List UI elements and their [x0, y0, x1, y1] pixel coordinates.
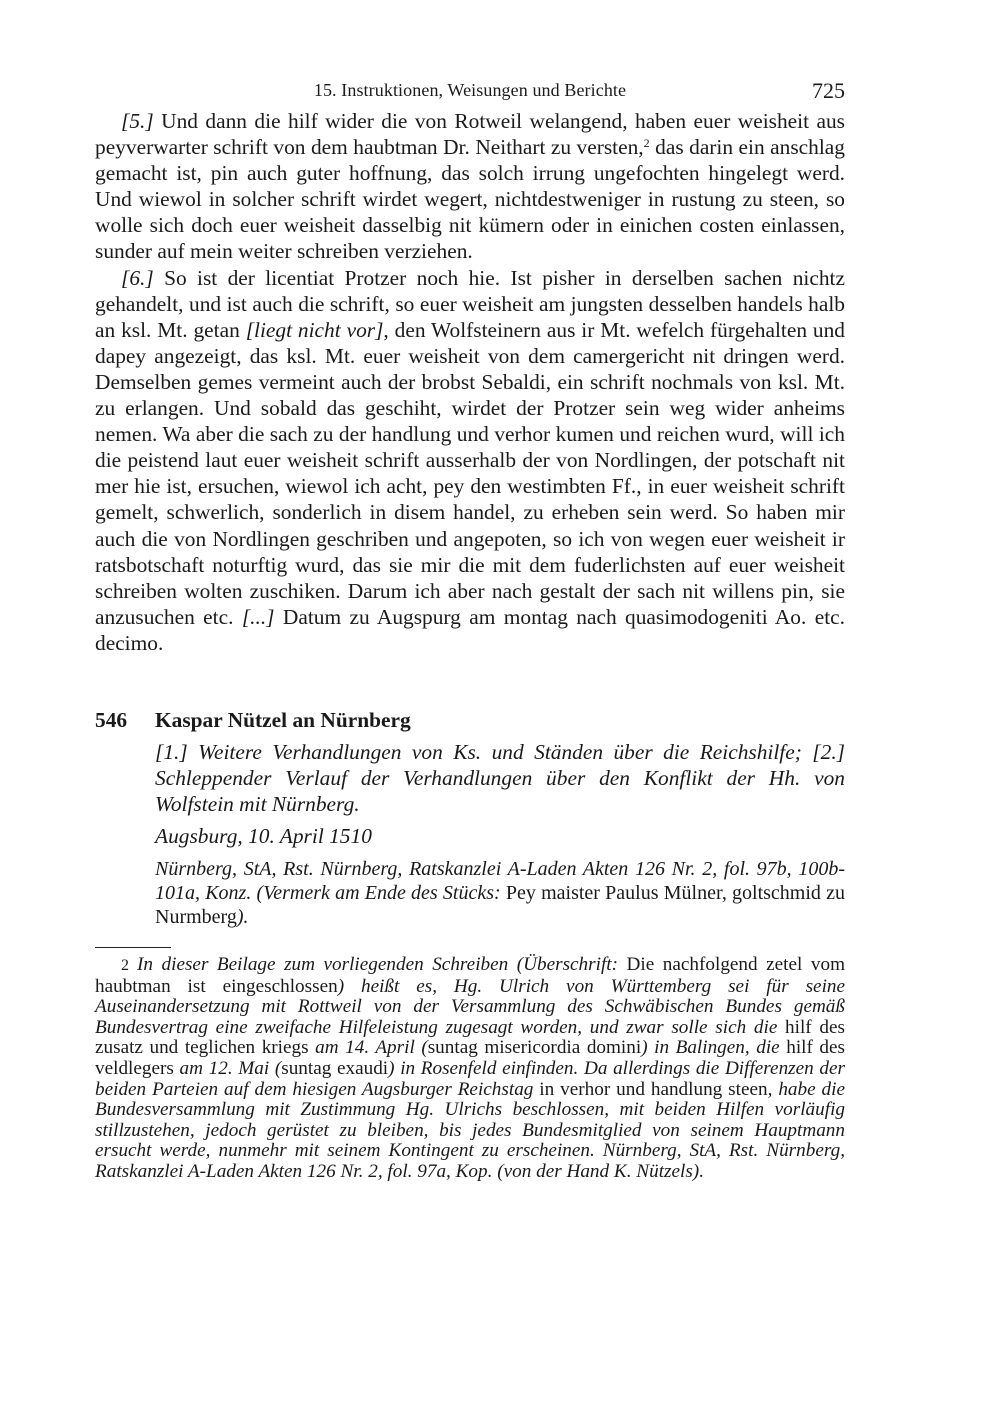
- paragraph-text: Und dann die hilf wider die von Rotweil welangend, haben euer weisheit aus peyverwarter schrift von dem haubtman Dr. Neithart zu versten,: [95, 109, 845, 160]
- section-label: [5.]: [121, 109, 154, 133]
- footnote-text: am 12. Mai (: [179, 1057, 282, 1079]
- section-label: [6.]: [121, 265, 154, 290]
- document-header-block: [155, 739, 845, 929]
- footnote-quote: in verhor und handlung steen: [533, 1078, 768, 1100]
- document-title: Kaspar Nützel an Nürnberg: [155, 707, 411, 732]
- paragraph-text: das darin ein anschlag gemacht ist, pin auch guter hoffnung, das solch irrung ungefochten hingelegt werd. Und wiewol in solcher schrift wirdet wegert, nichtdestweniger in rustung zu steen, so wolle sich doch euer weisheit dasselbig nit kümern oder in einichen costen einlassen, sunder auf mein weiter schreiben verziehen.: [95, 135, 845, 264]
- paragraph-text: , den Wolfsteinern aus ir Mt. wefelch fürgehalten und dapey angezeigt, das ksl. Mt. euer weisheit von dem camergericht nit dringen werd. Demselben gemes vermeint auch der brobst Sebaldi, ein schrift nochmals von ksl. Mt. zu erlangen. Und sobald das geschiht, wirdet der Protzer sein weg wider anheims nemen. Wa aber die sach zu der handlung und verhor kumen und reichen wurd, will ich die peistend laut euer weisheit schrift ausserhalb der von Nordlingen, der potschaft nit mer hie ist, ersuchen, wiewol ich acht, pey den westimbten Ff., in euer weisheit schrift gemelt, schwerlich, sonderlich in disem handel, zu erheben sein werd. So haben mir auch die von Nordlingen geschriben und angepoten, so ich von wegen euer weisheit ir ratsbotschaft noturftig wurd, das sie mir die mit dem fuderlichsten auf euer weisheit schreiben wolten zuschiken. Darum ich aber nach gestalt der sach nit willens pin, sie anzusuchen etc.: [95, 317, 845, 629]
- paragraph-text: So ist der licentiat Protzer noch hie. Ist pisher in derselben sachen nichtz gehandelt, und ist auch die schrift, so euer weisheit am jungsten desselben handels halb an ksl. Mt. getan: [95, 265, 845, 342]
- footnote-quote: suntag exaudi: [281, 1057, 389, 1079]
- footnote-text: am 14. April (: [315, 1037, 428, 1059]
- footnote-quote: Die nachfolgend zetel vom haubtman ist eingeschlossen: [95, 953, 845, 997]
- page: [95, 78, 845, 1183]
- paragraph-5: [95, 108, 845, 265]
- footnote-divider: [95, 947, 171, 948]
- source-text: Nürnberg, StA, Rst. Nürnberg, Ratskanzlei A-Laden Akten 126 Nr. 2, fol. 97b, 100b-101a, Konz. (Vermerk am Ende des Stücks:: [155, 857, 845, 904]
- document-number: 546: [95, 707, 128, 732]
- editorial-note: [liegt nicht vor]: [245, 317, 384, 342]
- footnote-quote: suntag misericordia domini: [427, 1037, 642, 1059]
- place-date: Augsburg, 10. April 1510: [155, 823, 372, 848]
- source-text: ).: [236, 905, 249, 928]
- footnote-text: In dieser Beilage zum vorliegenden Schreiben (Überschrift:: [137, 953, 619, 975]
- page-number: 725: [812, 78, 845, 103]
- source-quote: Pey maister Paulus Mülner, goltschmid zu Nurmberg: [155, 881, 846, 928]
- footnote-text: ) in Rosenfeld einfinden. Da allerdings die Differenzen der beiden Parteien auf dem hiesigen Augsburger Reichstag: [95, 1057, 845, 1100]
- footnote-2: [95, 955, 845, 1183]
- footnote-text: ) in Balingen, die: [641, 1037, 780, 1059]
- running-head: [95, 78, 845, 108]
- omission-mark: [...]: [241, 604, 275, 629]
- source-note: [155, 857, 845, 929]
- running-title: 15. Instruktionen, Weisungen und Berichte: [313, 80, 627, 100]
- document-heading: [95, 707, 845, 733]
- footnote-quote: hilf des zusatz und teglichen kriegs: [95, 1016, 845, 1059]
- paragraph-6: [95, 265, 845, 656]
- footnote-reference[interactable]: 2: [643, 136, 650, 151]
- regest: [1.] Weitere Verhandlungen von Ks. und Ständen über die Reichshilfe; [2.] Schleppender Verlauf der Verhandlungen über den Konflikt der Hh. von Wolfstein mit Nürnberg.: [155, 739, 845, 816]
- footnote-quote: hilf des veldlegers: [95, 1037, 845, 1079]
- paragraph-text: Datum zu Augspurg am montag nach quasimodogeniti Ao. etc. decimo.: [95, 604, 845, 655]
- footnote-text: , habe die Bundesversammlung mit Zustimmung Hg. Ulrichs beschlossen, mit beiden Hilfen vorläufig stillzustehen, jedoch gerüstet zu bleiben, bis jedes Bundesmitglied von seinem Hauptmann ersucht werde, nunmehr mit seinem Kontingent zu erscheinen. Nürnberg, StA, Rst. Nürnberg, Ratskanzlei A-Laden Akten 126 Nr. 2, fol. 97a, Kop. (von der Hand K. Nützels).: [95, 1078, 846, 1182]
- footnote-mark: 2: [121, 956, 129, 974]
- footnote-text: ) heißt es, Hg. Ulrich von Württemberg sei für seine Auseinandersetzung mit Rottweil von der Versammlung des Schwäbischen Bundes gemäß Bundesvertrag eine zweifache Hilfeleistung zugesagt worden, und zwar solle sich die: [95, 975, 846, 1038]
